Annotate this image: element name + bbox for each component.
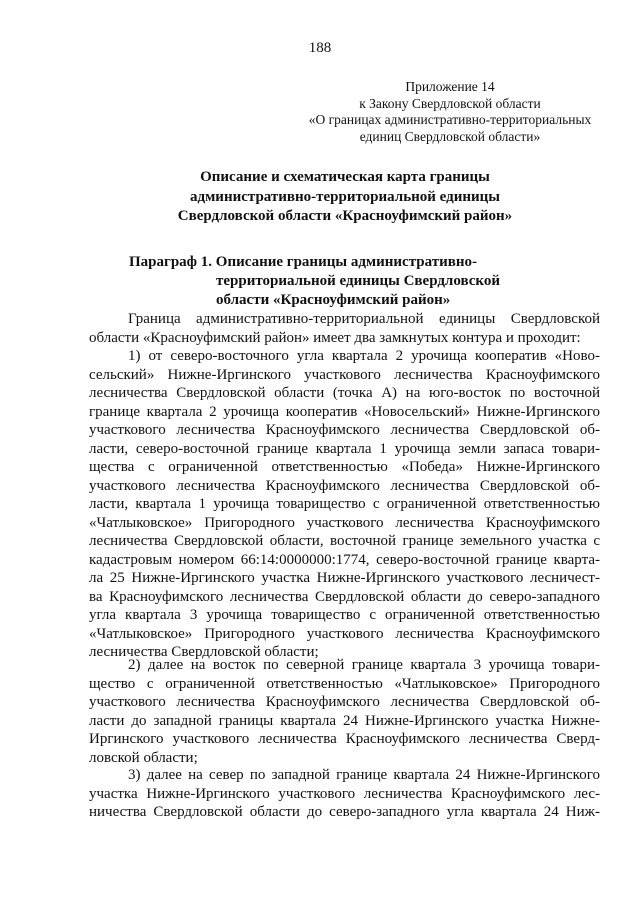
text-line: угла квартала 3 урочища товарищество с ограниченной ответственностью — [89, 607, 600, 623]
text-line: участкового лесничества Красноуфимского лесничества Свердловской об- — [89, 477, 600, 494]
text-line: ла 25 Нижне-Иргинского участка Нижне-Иргинского участкового лесничест- — [89, 570, 600, 586]
appendix-line: к Закону Свердловской области — [359, 95, 541, 111]
text-line: лесничества Свердловской области; — [89, 644, 319, 660]
text-line: ласти до западной границы квартала 24 Нижне-Иргинского участка Нижне- — [89, 712, 600, 729]
text-line: Иргинского участкового лесничества Красноуфимского лесничества Сверд- — [89, 731, 600, 747]
text-line: ва Красноуфимского лесничества Свердловской области до северо-западного — [89, 588, 600, 605]
text-line: участкового лесничества Красноуфимского лесничества Свердловской об- — [89, 694, 600, 710]
text-line: «Чатлыковское» Пригородного участкового лесничества Красноуфимского — [89, 625, 600, 642]
text-line: «Чатлыковское» Пригородного участкового лесничества Красноуфимского — [89, 514, 600, 531]
document-title — [90, 168, 600, 227]
text-line: кадастровым номером 66:14:0000000:1774, северо-восточной границе кварта- — [89, 551, 600, 568]
section-heading — [129, 253, 599, 310]
text-line: сельский» Нижне-Иргинского участкового лесничества Красноуфимского — [89, 366, 600, 383]
text-line: щества с ограниченной ответственностью «Победа» Нижне-Иргинского — [89, 459, 600, 475]
text-line: области «Красноуфимский район» имеет два замкнутых контура и проходит: — [89, 329, 581, 346]
section-heading-line: Параграф 1. Описание границы административно- — [129, 254, 477, 270]
appendix-line: Приложение 14 — [405, 79, 495, 94]
text-line: участкового лесничества Красноуфимского лесничества Свердловской об- — [89, 422, 600, 438]
text-line: границе квартала 2 урочища кооператив «Новосельский» Нижне-Иргинского — [89, 403, 600, 420]
text-line: Граница административно-территориальной единицы Свердловской — [128, 311, 600, 327]
text-line: ничества Свердловской области до северо-западного угла квартала 24 Ниж- — [89, 804, 600, 820]
text-line: 2) далее на восток по северной границе квартала 3 урочища товари- — [128, 657, 600, 673]
boundary-item-3 — [89, 766, 600, 822]
text-line: лесничества Свердловской области (точка А) на юго-восток по восточной — [89, 385, 600, 401]
text-line: 1) от северо-восточного угла квартала 2 урочища кооператив «Ново- — [128, 348, 600, 364]
text-line: 3) далее на север по западной границе квартала 24 Нижне-Иргинского — [128, 767, 600, 783]
section-heading-line: области «Красноуфимский район» — [216, 292, 451, 308]
text-line: ловской области; — [89, 749, 198, 766]
boundary-item-1 — [89, 347, 600, 662]
text-line: участка Нижне-Иргинского участкового лесничества Красноуфимского лес- — [89, 785, 600, 802]
text-line: ласти, квартала 1 урочища товарищество с ограниченной ответственностью — [89, 496, 600, 512]
text-line: ласти, северо-восточной границе квартала 1 урочища земли запаса товари- — [89, 440, 600, 457]
title-line: Описание и схематическая карта границы — [200, 169, 490, 185]
title-line: Свердловской области «Красноуфимский район» — [177, 208, 513, 224]
intro-paragraph — [89, 310, 600, 347]
appendix-line: «О границах административно-территориальных — [308, 112, 592, 127]
page-number: 188 — [308, 40, 332, 56]
text-line: лесничества Свердловской области, восточной границе земельного участка с — [89, 533, 600, 549]
appendix-reference — [300, 79, 600, 145]
appendix-line: единиц Свердловской области» — [359, 128, 541, 144]
section-heading-line: территориальной единицы Свердловской — [216, 273, 500, 289]
text-line: щество с ограниченной ответственностью «Чатлыковское» Пригородного — [89, 675, 600, 692]
boundary-item-2 — [89, 656, 600, 767]
title-line: административно-территориальной единицы — [190, 188, 500, 205]
